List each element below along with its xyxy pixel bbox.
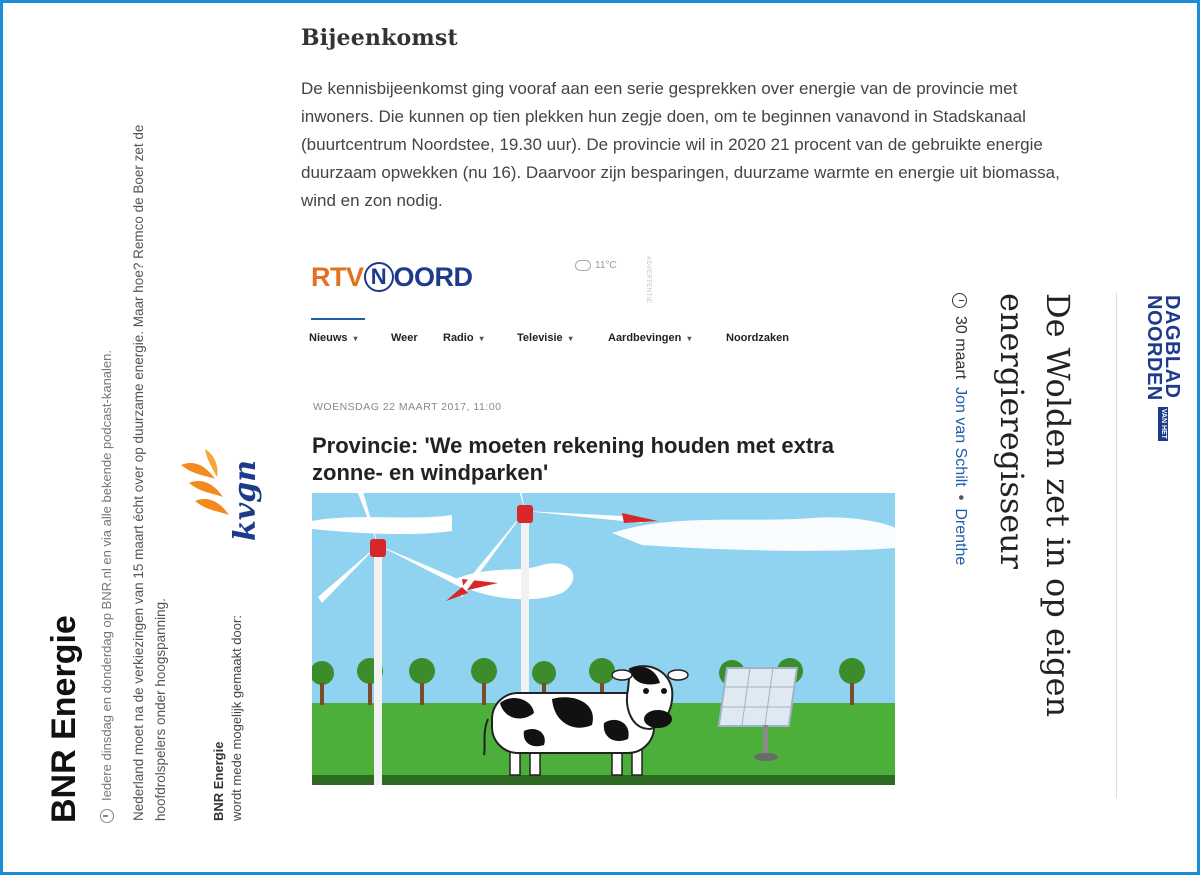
rtv-nav [309,332,806,344]
kvgn-logo[interactable] [175,445,267,545]
meta-separator: • [952,494,969,501]
dagblad-region[interactable]: Drenthe [952,508,969,566]
chevron-down-icon: ▾ [568,333,573,343]
nav-label: Noordzaken [726,332,789,344]
rtv-logo-oord: OORD [393,262,473,292]
clock-icon [953,293,968,308]
nav-item-nieuws[interactable] [309,332,391,344]
nav-label: Televisie [517,332,563,344]
sponsor-text: wordt mede mogelijk gemaakt door: [229,615,244,821]
nav-item-aardbevingen[interactable] [608,332,726,344]
bnr-description-line2: hoofdrolspelers onder hoogspanning. [153,598,168,821]
weather-widget[interactable] [575,260,617,271]
ad-label: ADVERTENTIE [645,256,651,304]
rtv-noord-logo[interactable] [311,262,473,295]
chevron-down-icon: ▾ [687,333,692,343]
rtv-logo-rtv: RTV [311,262,364,292]
clock-icon [100,809,114,823]
article-heading: Bijeenkomst [301,25,458,51]
article-dateline: WOENSDAG 22 MAART 2017, 11:00 [313,401,502,413]
nav-item-radio[interactable] [443,332,517,344]
flame-logo [181,449,229,515]
rtv-headline[interactable]: Provincie: 'We moeten rekening houden met extra zonne- en windparken' [312,433,834,485]
dagblad-title-line1[interactable]: De Wolden zet in op eigen [1039,293,1077,718]
nav-label: Weer [391,332,418,344]
dagblad-logo-line1: DAGBLAD [1161,295,1183,399]
windmill-cow-solar-illustration [312,493,895,785]
dagblad-date: 30 maart [952,316,969,380]
chevron-down-icon: ▾ [353,333,358,343]
weather-temp: 11°C [595,260,617,271]
bnr-schedule-text: Iedere dinsdag en donderdag op BNR.nl en via alle bekende podcast-kanalen. [99,350,114,801]
column-divider [1116,293,1117,798]
bnr-description-line1: Nederland moet na de verkiezingen van 15 maart écht over op duurzame energie. Maar hoe? Remco de Boer zet de [131,124,146,821]
dagblad-logo-small: VAN HET [1160,408,1167,439]
rtv-logo-n: N [364,262,394,292]
nav-item-weer[interactable] [391,332,443,344]
bnr-schedule [99,350,114,823]
nav-active-indicator [311,318,365,320]
dagblad-title-line2[interactable]: energieregisseur [993,293,1031,570]
cloud-sun-icon [575,260,591,271]
sponsor-name: BNR Energie [211,741,226,821]
nav-label: Nieuws [309,332,348,344]
kvgn-logo-text: kvgn [228,459,263,541]
chevron-down-icon: ▾ [479,333,484,343]
dagblad-logo-line2: NOORDEN [1143,295,1165,401]
rtv-noord-screenshot [303,248,903,793]
dagblad-author[interactable]: Jon van Schilt [952,387,969,487]
nav-label: Aardbevingen [608,332,682,344]
dagblad-meta [951,293,969,565]
dagblad-logo[interactable] [1145,295,1181,441]
nav-item-noordzaken[interactable] [726,332,806,344]
bnr-title: BNR Energie [45,615,83,823]
nav-label: Radio [443,332,474,344]
nav-item-televisie[interactable] [517,332,608,344]
article-body: De kennisbijeenkomst ging vooraf aan een serie gesprekken over energie van de provincie met inwoners. Die kunnen op tien plekken hun zegje doen, om te beginnen vanavond in Stadskanaal (buurtcentrum Noordstee, 19.30 uur). De provincie wil in 2020 21 procent van de gebruikte energie duurzaam opwekken (nu 16). Daarvoor zijn besparingen, duurzame warmte en energie uit biomassa, wind en zon nodig. [301,79,1060,210]
